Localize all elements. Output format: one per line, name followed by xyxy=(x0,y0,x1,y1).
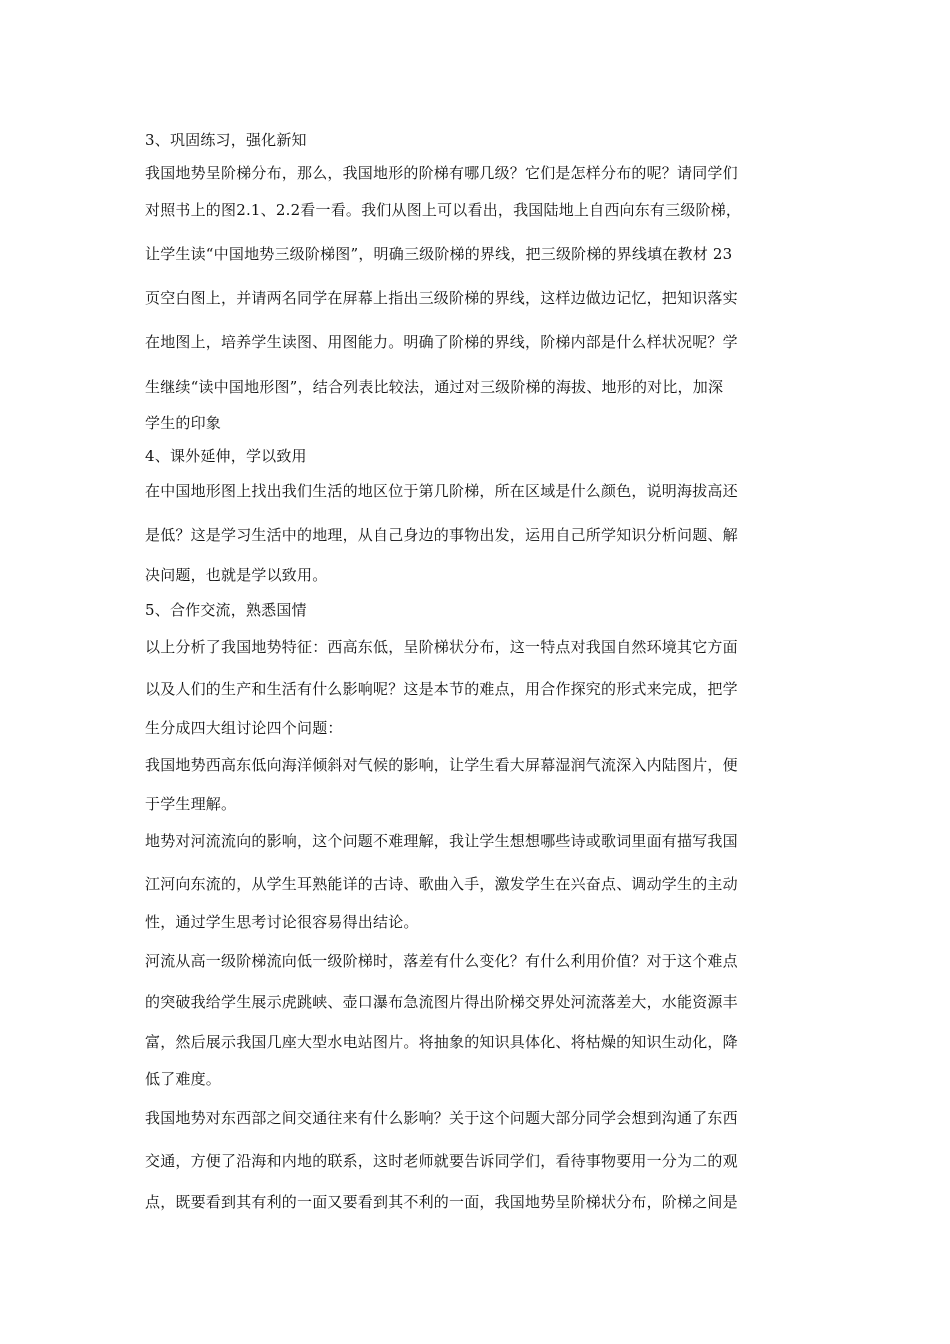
paragraph-line: 对照书上的图2.1、2.2看一看。我们从图上可以看出，我国陆地上自西向东有三级阶梯， xyxy=(145,201,742,219)
paragraph-line: 让学生读“中国地势三级阶梯图”，明确三级阶梯的界线，把三级阶梯的界线填在教材 23 xyxy=(145,245,733,263)
heading-3: 3、巩固练习，强化新知 xyxy=(145,131,307,149)
paragraph-line: 页空白图上，并请两名同学在屏幕上指出三级阶梯的界线，这样边做边记忆，把知识落实 xyxy=(145,289,738,307)
paragraph-line: 在中国地形图上找出我们生活的地区位于第几阶梯，所在区域是什么颜色，说明海拔高还 xyxy=(145,482,738,500)
paragraph-line: 交通，方便了沿海和内地的联系，这时老师就要告诉同学们，看待事物要用一分为二的观 xyxy=(145,1152,738,1170)
paragraph-line: 以及人们的生产和生活有什么影响呢？这是本节的难点，用合作探究的形式来完成，把学 xyxy=(145,680,738,698)
paragraph-line: 地势对河流流向的影响，这个问题不难理解，我让学生想想哪些诗或歌词里面有描写我国 xyxy=(145,832,738,850)
paragraph-line: 我国地势西高东低向海洋倾斜对气候的影响，让学生看大屏幕湿润气流深入内陆图片，便 xyxy=(145,756,738,774)
paragraph-line: 河流从高一级阶梯流向低一级阶梯时，落差有什么变化？有什么利用价值？对于这个难点 xyxy=(145,952,738,970)
paragraph-line: 富，然后展示我国几座大型水电站图片。将抽象的知识具体化、将枯燥的知识生动化，降 xyxy=(145,1033,738,1051)
paragraph-line: 是低？这是学习生活中的地理，从自己身边的事物出发，运用自己所学知识分析问题、解 xyxy=(145,526,738,544)
paragraph-line: 江河向东流的，从学生耳熟能详的古诗、歌曲入手，激发学生在兴奋点、调动学生的主动 xyxy=(145,875,738,893)
paragraph-line: 低了难度。 xyxy=(145,1070,222,1088)
heading-4: 4、课外延伸，学以致用 xyxy=(145,447,307,465)
paragraph-line: 我国地势对东西部之间交通往来有什么影响？关于这个问题大部分同学会想到沟通了东西 xyxy=(145,1109,738,1127)
heading-5: 5、合作交流，熟悉国情 xyxy=(145,601,307,619)
paragraph-line: 在地图上，培养学生读图、用图能力。明确了阶梯的界线，阶梯内部是什么样状况呢？学 xyxy=(145,333,738,351)
paragraph-line: 以上分析了我国地势特征：西高东低，呈阶梯状分布，这一特点对我国自然环境其它方面 xyxy=(145,638,738,656)
paragraph-line: 的突破我给学生展示虎跳峡、壶口瀑布急流图片得出阶梯交界处河流落差大，水能资源丰 xyxy=(145,993,738,1011)
paragraph-line: 我国地势呈阶梯分布，那么，我国地形的阶梯有哪几级？它们是怎样分布的呢？请同学们 xyxy=(145,164,738,182)
paragraph-line: 生继续“读中国地形图”，结合列表比较法，通过对三级阶梯的海拔、地形的对比，加深 xyxy=(145,378,724,396)
paragraph-line: 生分成四大组讨论四个问题： xyxy=(145,719,343,737)
paragraph-line: 性，通过学生思考讨论很容易得出结论。 xyxy=(145,913,419,931)
paragraph-line: 决问题，也就是学以致用。 xyxy=(145,566,328,584)
paragraph-line: 于学生理解。 xyxy=(145,795,237,813)
paragraph-line: 学生的印象 xyxy=(145,414,222,432)
paragraph-line: 点，既要看到其有利的一面又要看到其不利的一面，我国地势呈阶梯状分布，阶梯之间是 xyxy=(145,1193,738,1211)
